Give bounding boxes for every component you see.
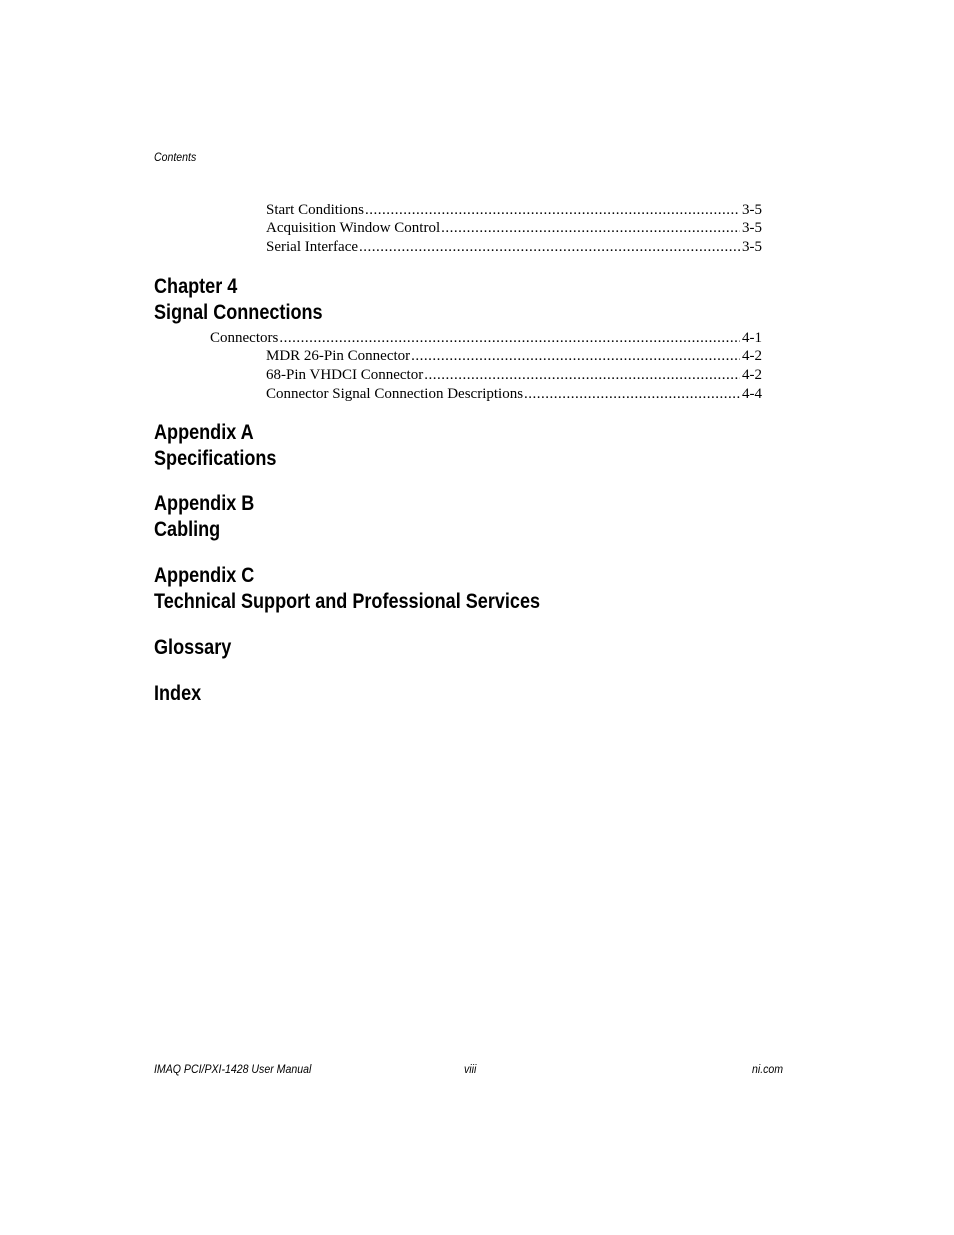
dot-leader bbox=[279, 329, 740, 347]
toc-entry-page: 4-2 bbox=[742, 348, 762, 364]
appendix-label: Appendix B bbox=[154, 492, 255, 515]
toc-entry-start-conditions[interactable] bbox=[266, 201, 762, 219]
toc-entry-page: 4-4 bbox=[742, 386, 762, 402]
index-heading[interactable] bbox=[154, 681, 201, 707]
footer-website: ni.com bbox=[752, 1062, 784, 1076]
toc-entry-title: Connectors bbox=[210, 330, 279, 346]
toc-entry-title: MDR 26-Pin Connector bbox=[266, 348, 411, 364]
toc-entry-68-pin-vhdci-connector[interactable] bbox=[266, 366, 762, 384]
toc-entry-page: 4-2 bbox=[742, 367, 762, 383]
appendix-b-heading[interactable] bbox=[154, 491, 254, 543]
glossary-label: Glossary bbox=[154, 636, 232, 659]
toc-entry-connectors[interactable] bbox=[210, 329, 762, 347]
toc-entry-connector-signal-descriptions[interactable] bbox=[266, 385, 762, 403]
dot-leader bbox=[365, 201, 740, 219]
dot-leader bbox=[441, 219, 740, 237]
index-label: Index bbox=[154, 682, 202, 705]
dot-leader bbox=[359, 238, 740, 256]
appendix-label: Appendix A bbox=[154, 421, 254, 444]
appendix-title: Cabling bbox=[154, 518, 221, 541]
footer-manual-title: IMAQ PCI/PXI-1428 User Manual bbox=[154, 1062, 312, 1076]
chapter-label: Chapter 4 bbox=[154, 275, 238, 298]
toc-entry-title: 68-Pin VHDCI Connector bbox=[266, 367, 424, 383]
toc-entry-page: 4-1 bbox=[742, 330, 762, 346]
chapter-4-heading[interactable] bbox=[154, 274, 323, 326]
toc-entry-title: Start Conditions bbox=[266, 202, 364, 218]
toc-entry-title: Serial Interface bbox=[266, 239, 359, 255]
appendix-c-heading[interactable] bbox=[154, 563, 540, 615]
toc-entry-title: Acquisition Window Control bbox=[266, 220, 441, 236]
chapter-title: Signal Connections bbox=[154, 301, 323, 324]
footer-page-number: viii bbox=[464, 1062, 477, 1076]
dot-leader bbox=[411, 347, 740, 365]
appendix-label: Appendix C bbox=[154, 564, 255, 587]
toc-entry-title: Connector Signal Connection Descriptions bbox=[266, 386, 524, 402]
dot-leader bbox=[424, 366, 740, 384]
toc-entry-serial-interface[interactable] bbox=[266, 238, 762, 256]
toc-entry-page: 3-5 bbox=[742, 239, 762, 255]
appendix-title: Specifications bbox=[154, 447, 277, 470]
toc-entry-page: 3-5 bbox=[742, 202, 762, 218]
running-head: Contents bbox=[154, 150, 197, 164]
dot-leader bbox=[524, 385, 740, 403]
glossary-heading[interactable] bbox=[154, 635, 231, 661]
appendix-title: Technical Support and Professional Services bbox=[154, 590, 541, 613]
toc-entry-acquisition-window-control[interactable] bbox=[266, 219, 762, 237]
appendix-a-heading[interactable] bbox=[154, 420, 276, 472]
toc-entry-page: 3-5 bbox=[742, 220, 762, 236]
toc-entry-mdr-26-pin-connector[interactable] bbox=[266, 347, 762, 365]
